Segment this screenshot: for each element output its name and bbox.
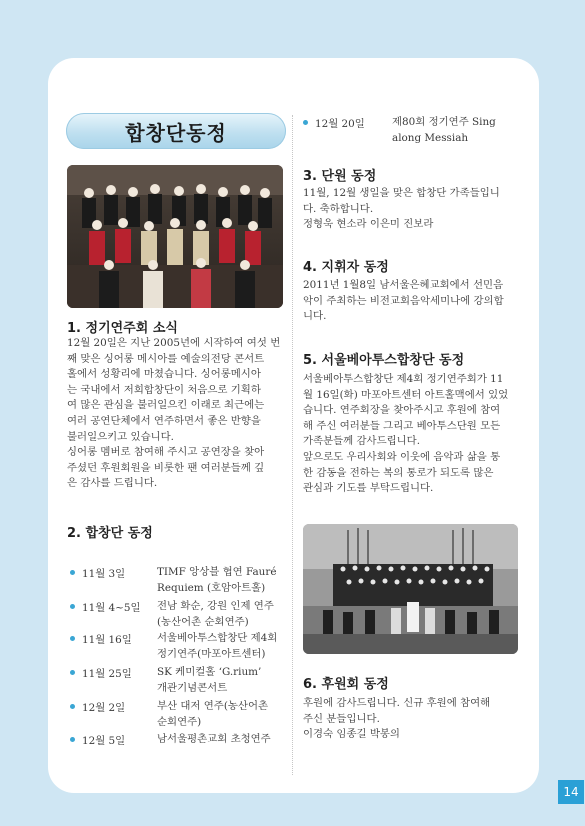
bullet-icon: [303, 120, 308, 125]
body-line: 여러 공연단체에서 연주하면서 좋은 반향을: [67, 414, 261, 427]
desc-line: 정기연주(마포아트센터): [157, 647, 266, 660]
bullet-icon: [70, 604, 75, 609]
body-line: 한 감동을 전하는 복의 통로가 되도록 많은: [303, 466, 494, 479]
item-desc: [157, 699, 289, 730]
item-desc: [392, 115, 522, 146]
body-line: 은 감사를 드립니다.: [67, 477, 158, 490]
desc-line: 순회연주): [157, 715, 202, 728]
choir-photo-color: [67, 165, 283, 308]
body-line: 다. 축하합니다.: [303, 202, 374, 215]
body-line: 월 16일(화) 마포아트센터 아트홀맥에서 있었: [303, 388, 509, 401]
concert-photo-bw: [303, 524, 518, 654]
desc-line: (농산어촌 순회연주): [157, 615, 249, 628]
page-number: 14: [558, 780, 584, 804]
item-date: 11월 3일: [82, 568, 126, 580]
item-desc: [157, 599, 289, 630]
desc-line: along Messiah: [392, 131, 469, 144]
desc-line: SK 케미컬홀 ‘G.rium’: [157, 666, 262, 678]
section3-body: [303, 186, 521, 233]
column-divider: [292, 115, 293, 775]
section1-body: [67, 336, 287, 492]
body-line: 불러일으키고 있습니다.: [67, 430, 174, 443]
desc-line: 제80회 정기연주 Sing: [392, 116, 496, 128]
item-date: 12월 2일: [82, 702, 126, 714]
body-line: 홀에서 성황리에 마쳤습니다. 싱어롱메시아: [67, 368, 261, 381]
body-line: 12월 20일은 지난 2005년에 시작하여 여섯 번: [67, 337, 281, 349]
body-line: 는 국내에서 저희합창단이 처음으로 기획하: [67, 383, 261, 396]
section4-heading: 4. 지휘자 동정: [303, 260, 389, 275]
section5-heading: 5. 서울베아투스합창단 동정: [303, 353, 465, 368]
body-line: 앞으로도 우리사회와 이웃에 음악과 삶을 통: [303, 450, 501, 463]
desc-line: TIMF 앙상블 협연 Fauré: [157, 566, 277, 578]
item-date: 11월 25일: [82, 668, 132, 680]
desc-line: 남서울평촌교회 초청연주: [157, 733, 271, 745]
desc-line: 개관기념콘서트: [157, 681, 228, 694]
desc-line: 서울베아투스합창단 제4회: [157, 632, 278, 644]
item-date: 11월 16일: [82, 634, 132, 646]
body-line: 싱어롱 멤버로 참여해 주시고 공연장을 찾아: [67, 446, 265, 459]
body-line: 악이 주최하는 비전교회음악세미나에 강의합: [303, 294, 504, 307]
desc-line: Requiem (호암아트홀): [157, 581, 266, 594]
body-line: 후원에 감사드립니다. 신규 후원에 참여해: [303, 697, 491, 709]
body-line: 주신 분들입니다.: [303, 712, 380, 725]
body-line: 관심과 기도를 부탁드립니다.: [303, 482, 434, 495]
section6-body: [303, 696, 521, 743]
bullet-icon: [70, 737, 75, 742]
desc-line: 부산 대저 연주(농산어촌: [157, 700, 269, 712]
item-date: 12월 20일: [315, 118, 365, 130]
item-desc: [157, 665, 289, 696]
page-title: 합창단동정: [66, 113, 286, 149]
item-desc: [157, 631, 289, 662]
body-line: 2011년 1월8일 남서울은혜교회에서 선민음: [303, 279, 504, 291]
bullet-icon: [70, 704, 75, 709]
body-line: 니다.: [303, 310, 327, 323]
item-date: 11월 4~5일: [82, 602, 141, 614]
section4-body: [303, 278, 521, 325]
body-line: 째 맞은 싱어롱 메시아를 예술의전당 콘서트: [67, 352, 265, 365]
body-line: 서울베아투스합창단 제4회 정기연주회가 11: [303, 373, 504, 385]
section2-heading: 2. 합창단 동정: [67, 526, 153, 541]
section6-heading: 6. 후원회 동정: [303, 677, 389, 692]
body-line: 여 많은 관심을 불러일으킨 이래로 최근에는: [67, 399, 265, 412]
body-line: 이경숙 임종길 박봉의: [303, 728, 400, 741]
body-line: 가족분들께 감사드립니다.: [303, 435, 421, 448]
item-desc: [157, 732, 289, 748]
section1-heading: 1. 정기연주회 소식: [67, 321, 178, 336]
bullet-icon: [70, 636, 75, 641]
bullet-icon: [70, 570, 75, 575]
item-date: 12월 5일: [82, 735, 126, 747]
body-line: 해 주신 여러분들 그리고 베아투스단원 모든: [303, 419, 501, 432]
body-line: 습니다. 연주회장을 찾아주시고 후원에 참여: [303, 404, 501, 417]
section5-body: [303, 372, 521, 497]
section3-heading: 3. 단원 동정: [303, 169, 377, 184]
body-line: 주셨던 후원회원을 비롯한 팬 여러분들께 깊: [67, 461, 265, 474]
body-line: 정형욱 현소라 이은미 진보라: [303, 218, 434, 231]
body-line: 11월, 12월 생일을 맞은 합창단 가족들입니: [303, 187, 500, 199]
desc-line: 전남 화순, 강원 인제 연주: [157, 600, 274, 612]
item-desc: [157, 565, 289, 596]
bullet-icon: [70, 670, 75, 675]
